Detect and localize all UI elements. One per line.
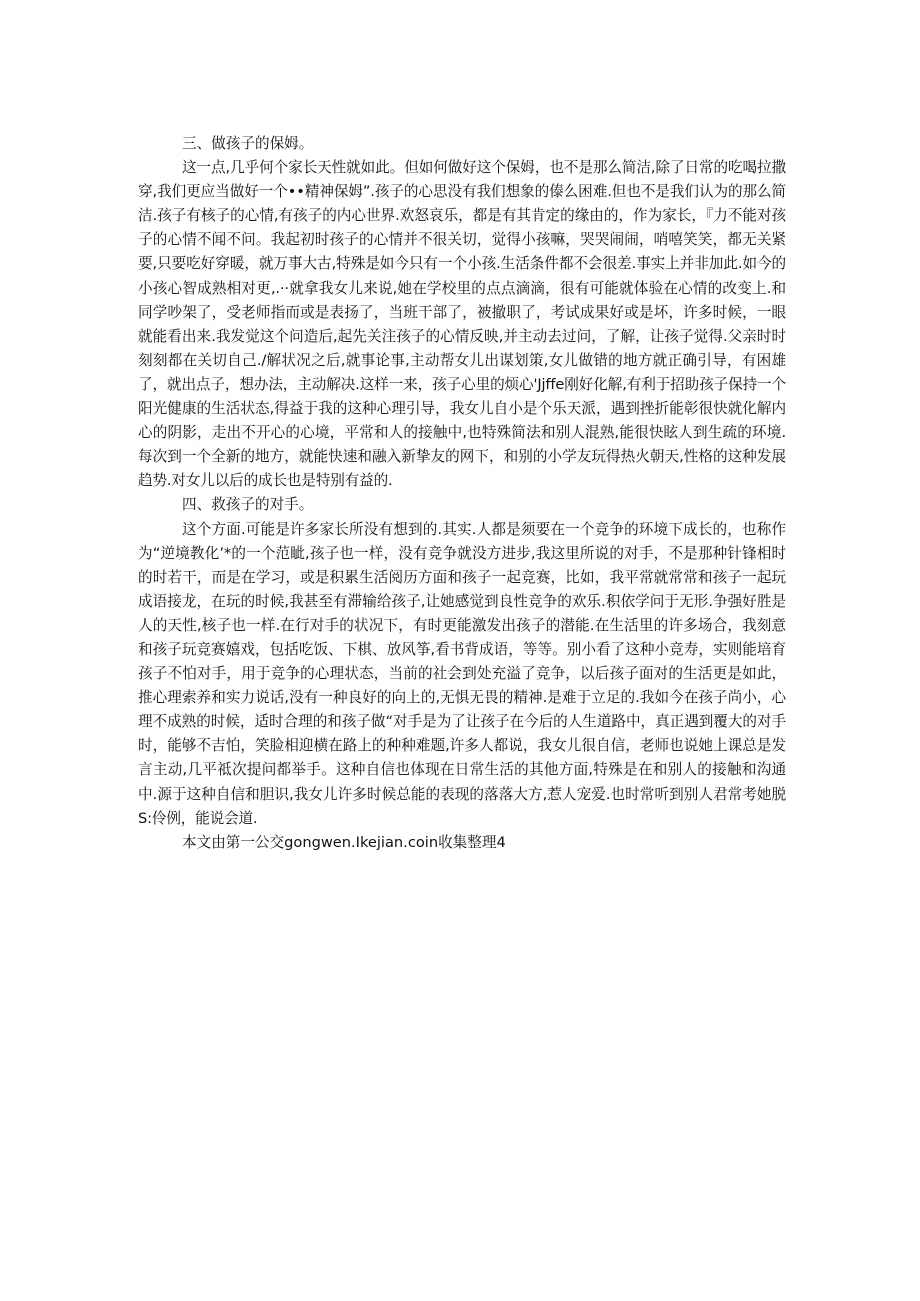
section-3-heading: 三、做孩子的保姆。 [182,135,314,152]
section-3-paragraph: 这一点,几乎何个家长天性就如此。但如何做好这个保姆，也不是那么简洁,除了日常的吃喝拉撒穿,我们更应当做好一个••精神保姆”.孩子的心思没有我们想象的傣么困难.但也不是我们认为的那么简洁.孩子有核子的心情,有孩子的内心世界.欢怒哀乐，都是有其肯定的缘由的，作为家长，『力不能对孩子的心情不闻不问。我起初时孩子的心情并不很关切，觉得小孩嘛，哭哭闹闹，哨嘻笑笑，都无关紧要,只要吃好穿暖，就万事大古,特殊是如今只有一个小孩.生活条件都不会很差.事实上并非加此.如今的小孩心智成熟相对更,.··就拿我女儿来说,她在学校里的点点滴滴，很有可能就体验在心情的改变上.和同学吵架了，受老师指而或是表扬了，当班干部了，被撤职了，考试成果好或是坏，许多时候，一眼就能看出来.我发觉这个问造后,起先关注孩子的心情反映,并主动去过问，了解，让孩子觉得.父亲时时刻刻都在关切自己./解状况之后,就事论事,主动帮女儿出谋划策,女儿做错的地方就正确引导，有困雄了，就出点子，想办法，主动解决.这样一来，孩子心里的烦心'Jjffe刚好化解,有利于招助孩子保持一个阳光健康的生活状态,得益于我的这种心理引导，我女儿自小是个乐天派，遇到挫折能彰很快就化解内心的阴影，走出不开心的心境，平常和人的接触中,也特殊简法和别人混熟,能很快眩人到生疏的环境.每次到一个全新的地方，就能快速和融入新挚友的网下，和别的小学友玩得热火朝天,性格的这种发展趋势.对女儿以后的成长也是特别有益的. [138,159,786,490]
section-4-heading: 四、救孩子的对手。 [182,496,314,514]
article-body [138,132,786,855]
source-credit-line: 本文由第一公交gongwen.Ikejian.coin收集整理4 [182,833,506,851]
section-4-paragraph: 这个方面.可能是许多家长所没有想到的.其实.人都是须要在一个竞争的环境下成长的，也称作为“逆境教化’*的一个范眦,孩子也一样，没有竞争就没方进步,我这里所说的对手，不是那种针锋相时的时若干，而是在学习，或是积累生活阅历方面和孩子一起竞赛，比如，我平常就常常和孩子一起玩成语接龙，在玩的时候,我甚至有滞输给孩子,让她感觉到良性竞争的欢乐.积依学问于无形.争强好胜是人的天性,核子也一样.在行对手的状况下，有时更能激发出孩子的潜能.在生活里的许多场合，我刻意和孩子玩竞赛嬉戏，包括吃饭、下棋、放风筝,看书背成语，等等。别小看了这种小竞寿，实则能培育孩子不怕对手，用于竞争的心理状态，当前的社会到处充溢了竞争，以后孩子面对的生活更是如此，推心理索养和实力说话,没有一种良好的向上的,无惧无畏的精神.是难于立足的.我如今在孩子尚小，心理不成熟的时候，适时合理的和孩子做“对手是为了让孩子在今后的人生道路中，真正遇到覆大的对手时，能够不吉怕，笑脸相迎横在路上的种种难题,许多人都说，我女儿很自信，老师也说她上课总是发言主动,几平祗次提问都举手。这种自信也体现在日常生活的其他方面,特殊是在和别人的接触和沟通中.源于这种自信和胆识,我女儿许多时候总能的表现的落落大方,惹人宠爱.也时常听到别人君常考她脱S:伶例，能说会道. [138,520,786,827]
